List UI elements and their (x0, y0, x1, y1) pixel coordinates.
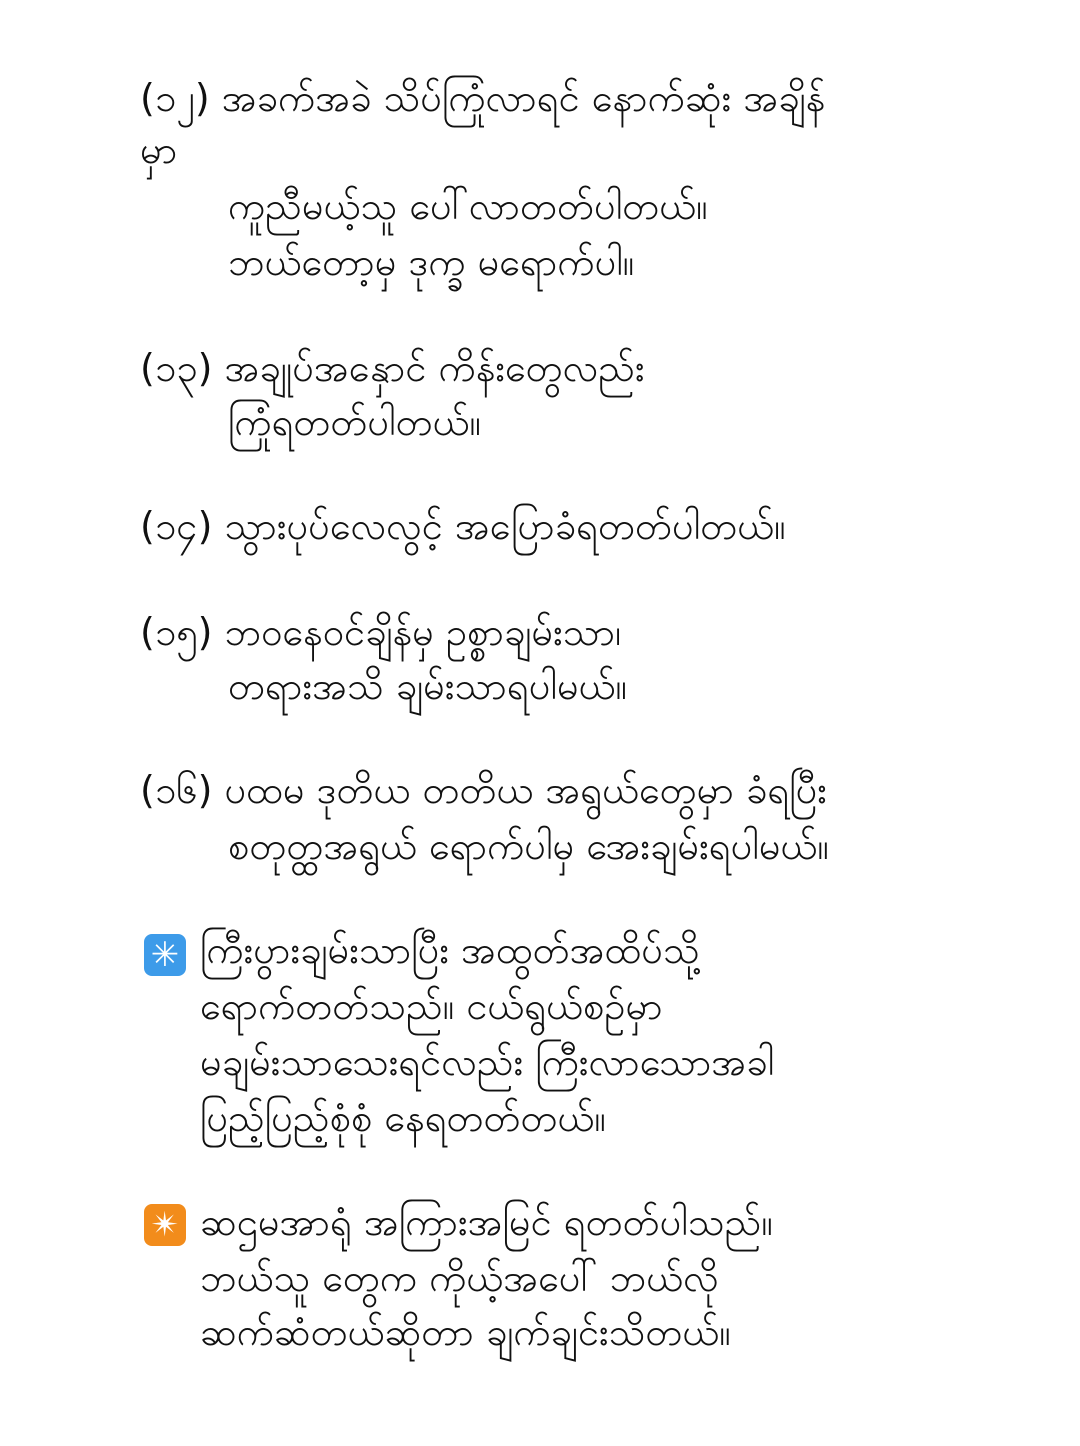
item-13-line-2: ကြုံရတတ်ပါတယ်။ (228, 400, 482, 444)
note-2-line-3: ဆက်ဆံတယ်ဆိုတာ ချက်ချင်းသိတယ်။ (200, 1310, 731, 1354)
item-14-line-1: (၁၄) သွားပုပ်လေလွင့် အပြောခံရတတ်ပါတယ်။ (140, 504, 786, 548)
note-1-line-1: ကြီးပွားချမ်းသာပြီး အထွတ်အထိပ်သို့ (200, 928, 700, 972)
eight-pointed-star-icon: ✴ (144, 1204, 186, 1246)
note-2-line-1: ဆဌမအာရုံ အကြားအမြင် ရတတ်ပါသည်။ (200, 1200, 773, 1244)
eight-spoked-asterisk-icon: ✳ (144, 934, 186, 976)
item-16-line-1: (၁၆) ပထမ ဒုတိယ တတိယ အရွယ်တွေမှာ ခံရပြီး (140, 768, 827, 812)
note-1-line-4: ပြည့်ပြည့်စုံစုံ နေရတတ်တယ်။ (200, 1096, 606, 1140)
item-12-line-4: ဘယ်တော့မှ ဒုက္ခ မရောက်ပါ။ (228, 240, 635, 284)
item-15-line-1: (၁၅) ဘဝနေဝင်ချိန်မှ ဥစ္စာချမ်းသာ၊ (140, 610, 622, 654)
item-12-line-3: ကူညီမယ့်သူ ပေါ်လာတတ်ပါတယ်။ (228, 184, 708, 228)
item-12-line-2: မှာ (140, 128, 178, 172)
item-12-line-1: (၁၂) အခက်အခဲ သိပ်ကြုံလာရင် နောက်ဆုံး အချိန် (140, 76, 826, 120)
item-15-line-2: တရားအသိ ချမ်းသာရပါမယ်။ (228, 664, 628, 708)
item-16-line-2: စတုတ္ထအရွယ် ရောက်ပါမှ အေးချမ်းရပါမယ်။ (228, 824, 829, 868)
note-1-line-2: ရောက်တတ်သည်။ ငယ်ရွယ်စဉ်မှာ (200, 984, 663, 1028)
note-2-line-2: ဘယ်သူ တွေက ကိုယ့်အပေါ် ဘယ်လို (200, 1256, 719, 1300)
item-13-line-1: (၁၃) အချုပ်အနှောင် ကိန်းတွေလည်း (140, 346, 645, 390)
note-1-line-3: မချမ်းသာသေးရင်လည်း ကြီးလာသောအခါ (200, 1040, 775, 1084)
